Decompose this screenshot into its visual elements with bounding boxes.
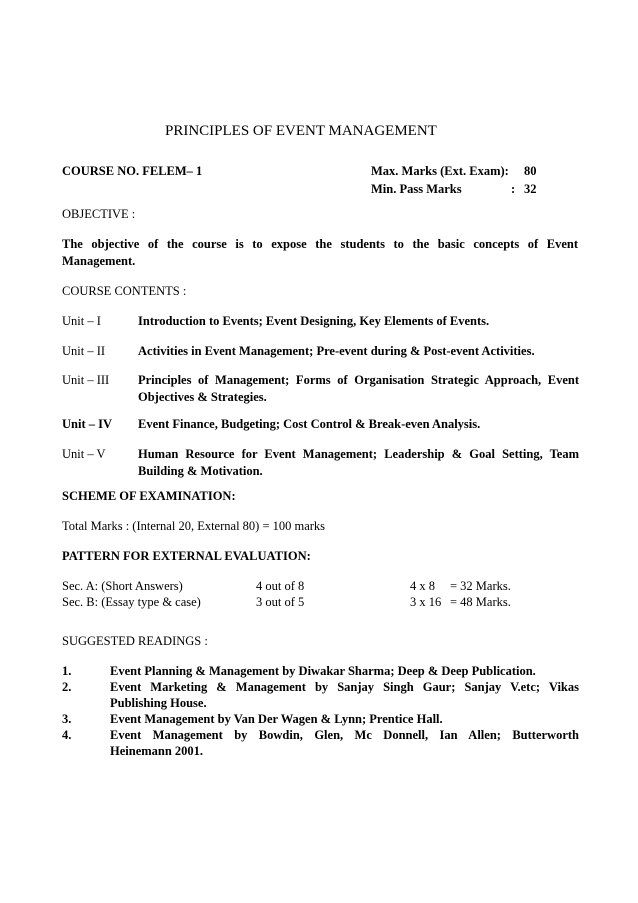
min-pass-label: Min. Pass Marks <box>371 182 462 196</box>
pattern-section: Sec. A: (Short Answers) <box>62 579 183 593</box>
unit-description-cont: Objectives & Strategies. <box>138 390 267 404</box>
unit-description: Human Resource for Event Management; Leadership & Goal Setting, Team <box>138 447 579 461</box>
unit-label: Unit – II <box>62 344 106 358</box>
unit-description: Introduction to Events; Event Designing, Key Elements of Events. <box>138 314 490 328</box>
pattern-calc: 4 x 8 <box>410 579 435 593</box>
reading-text: Event Marketing & Management by Sanjay Singh Gaur; Sanjay V.etc; Vikas <box>110 680 579 694</box>
unit-description: Event Finance, Budgeting; Cost Control & Break-even Analysis. <box>138 417 481 431</box>
unit-description: Activities in Event Management; Pre-event during & Post-event Activities. <box>138 344 535 358</box>
unit-label: Unit – IV <box>62 417 113 431</box>
pattern-heading: PATTERN FOR EXTERNAL EVALUATION: <box>62 549 311 563</box>
objective-line-2: Management. <box>62 254 136 268</box>
objective-line-1: The objective of the course is to expose the students to the basic concepts of Event <box>62 237 578 251</box>
pattern-marks: = 32 Marks. <box>450 579 511 593</box>
unit-description-cont: Building & Motivation. <box>138 464 263 478</box>
pattern-count: 3 out of 5 <box>256 595 305 609</box>
total-marks: Total Marks : (Internal 20, External 80) = 100 marks <box>62 519 326 533</box>
pattern-count: 4 out of 8 <box>256 579 305 593</box>
course-contents-heading: COURSE CONTENTS : <box>62 284 187 298</box>
course-number: COURSE NO. FELEM– 1 <box>62 164 203 178</box>
reading-text-cont: Publishing House. <box>110 696 207 710</box>
reading-number: 2. <box>62 680 72 694</box>
reading-number: 1. <box>62 664 72 678</box>
page-title: PRINCIPLES OF EVENT MANAGEMENT <box>165 123 437 139</box>
reading-number: 4. <box>62 728 72 742</box>
readings-heading: SUGGESTED READINGS : <box>62 634 208 648</box>
min-pass-colon: : <box>511 182 516 196</box>
reading-text-cont: Heinemann 2001. <box>110 744 204 758</box>
reading-text: Event Planning & Management by Diwakar Sharma; Deep & Deep Publication. <box>110 664 536 678</box>
unit-label: Unit – V <box>62 447 106 461</box>
unit-description: Principles of Management; Forms of Organisation Strategic Approach, Event <box>138 373 579 387</box>
unit-label: Unit – III <box>62 373 110 387</box>
objective-heading: OBJECTIVE : <box>62 207 136 221</box>
reading-number: 3. <box>62 712 72 726</box>
reading-text: Event Management by Bowdin, Glen, Mc Donnell, Ian Allen; Butterworth <box>110 728 579 742</box>
pattern-marks: = 48 Marks. <box>450 595 511 609</box>
unit-label: Unit – I <box>62 314 101 328</box>
min-pass-value: 32 <box>524 182 537 196</box>
max-marks-label: Max. Marks (Ext. Exam): <box>371 164 509 178</box>
pattern-calc: 3 x 16 <box>410 595 442 609</box>
scheme-heading: SCHEME OF EXAMINATION: <box>62 489 236 503</box>
reading-text: Event Management by Van Der Wagen & Lynn; Prentice Hall. <box>110 712 443 726</box>
pattern-section: Sec. B: (Essay type & case) <box>62 595 201 609</box>
max-marks-value: 80 <box>524 164 537 178</box>
